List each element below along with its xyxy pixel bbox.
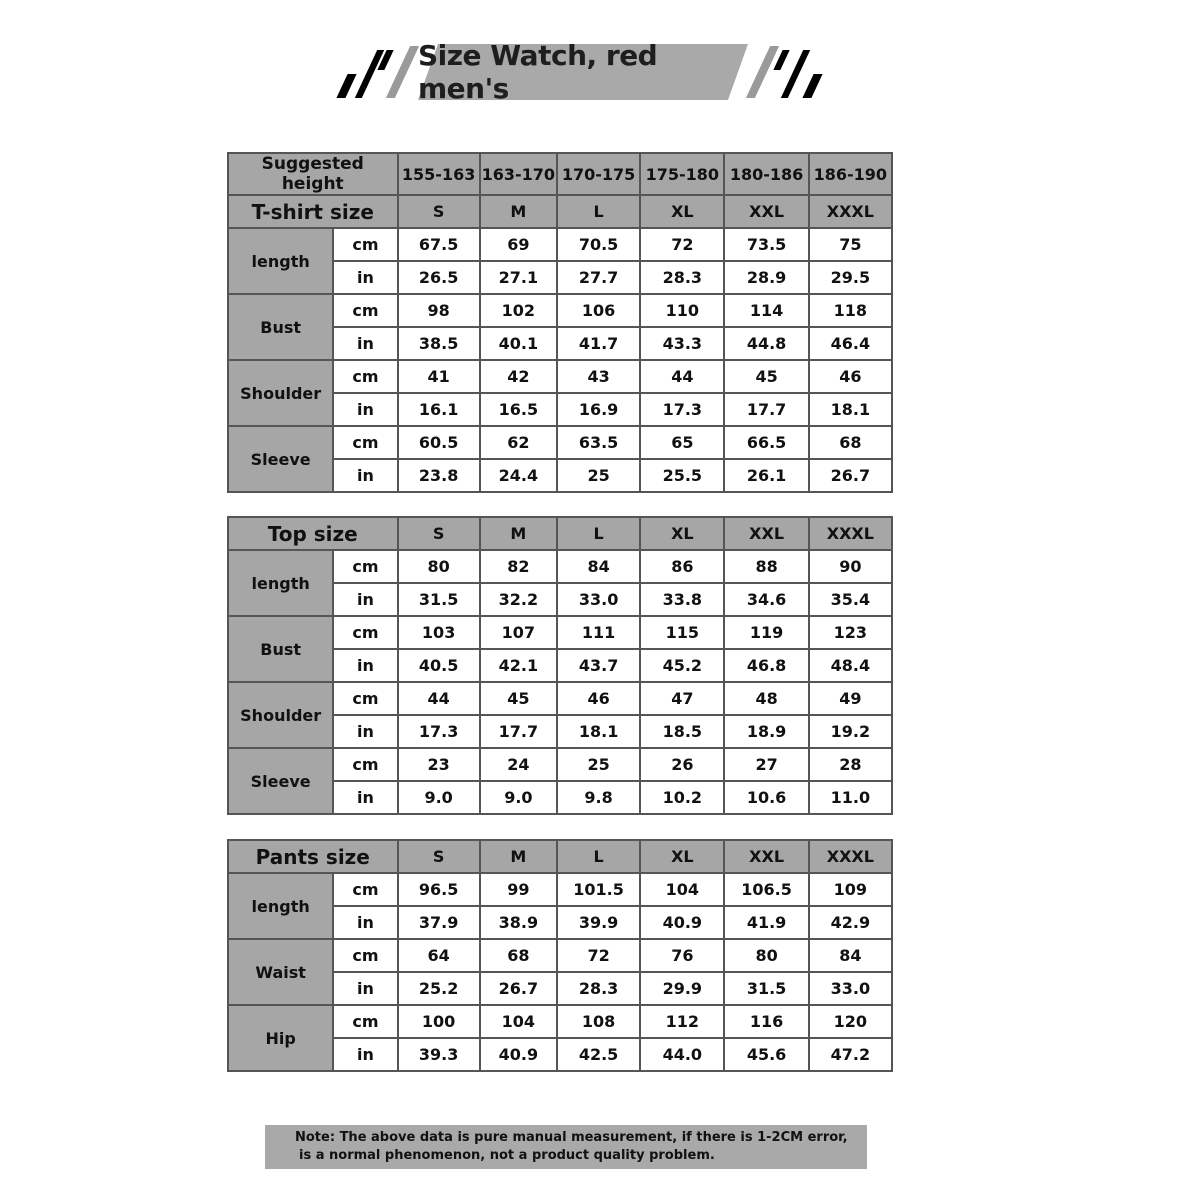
value-cell: 46 — [809, 360, 892, 393]
value-cell: 42.9 — [809, 906, 892, 939]
value-cell: 73.5 — [724, 228, 808, 261]
unit-label: in — [333, 649, 397, 682]
value-cell: 11.0 — [809, 781, 892, 814]
value-cell: 40.9 — [480, 1038, 557, 1071]
measurement-label: Bust — [228, 294, 333, 360]
value-cell: 69 — [480, 228, 557, 261]
value-cell: 31.5 — [724, 972, 808, 1005]
size-header: XXL — [724, 195, 808, 228]
size-header: L — [557, 517, 640, 550]
table-row — [228, 682, 892, 715]
value-cell: 72 — [640, 228, 724, 261]
value-cell: 40.1 — [480, 327, 557, 360]
value-cell: 31.5 — [398, 583, 480, 616]
unit-label: in — [333, 972, 397, 1005]
value-cell: 65 — [640, 426, 724, 459]
value-cell: 119 — [724, 616, 808, 649]
note-line: is a normal phenomenon, not a product quality problem. — [299, 1148, 715, 1163]
measurement-label: Shoulder — [228, 360, 333, 426]
table-row — [228, 360, 892, 393]
value-cell: 25 — [557, 748, 640, 781]
value-cell: 10.2 — [640, 781, 724, 814]
value-cell: 45 — [480, 682, 557, 715]
unit-label: cm — [333, 1005, 397, 1038]
pants-size-table — [227, 839, 893, 1072]
value-cell: 17.7 — [724, 393, 808, 426]
value-cell: 68 — [480, 939, 557, 972]
unit-label: cm — [333, 550, 397, 583]
size-header: XXL — [724, 517, 808, 550]
table-row — [228, 294, 892, 327]
value-cell: 38.5 — [398, 327, 480, 360]
value-cell: 120 — [809, 1005, 892, 1038]
value-cell: 29.5 — [809, 261, 892, 294]
measurement-label: length — [228, 228, 333, 294]
note-line: Note: The above data is pure manual measurement, if there is 1-2CM error, — [295, 1130, 848, 1145]
value-cell: 47.2 — [809, 1038, 892, 1071]
measurement-label: Bust — [228, 616, 333, 682]
value-cell: 33.0 — [809, 972, 892, 1005]
size-header: XXXL — [809, 517, 892, 550]
size-header: XXXL — [809, 195, 892, 228]
value-cell: 76 — [640, 939, 724, 972]
unit-label: cm — [333, 426, 397, 459]
value-cell: 41.9 — [724, 906, 808, 939]
value-cell: 84 — [809, 939, 892, 972]
unit-label: in — [333, 1038, 397, 1071]
unit-label: cm — [333, 294, 397, 327]
value-cell: 62 — [480, 426, 557, 459]
value-cell: 41 — [398, 360, 480, 393]
value-cell: 111 — [557, 616, 640, 649]
value-cell: 26.5 — [398, 261, 480, 294]
value-cell: 103 — [398, 616, 480, 649]
value-cell: 41.7 — [557, 327, 640, 360]
value-cell: 66.5 — [724, 426, 808, 459]
table-row — [228, 939, 892, 972]
value-cell: 44 — [398, 682, 480, 715]
table-row — [228, 550, 892, 583]
measurement-label: Sleeve — [228, 748, 333, 814]
value-cell: 90 — [809, 550, 892, 583]
height-range: 175-180 — [640, 153, 724, 195]
value-cell: 27.7 — [557, 261, 640, 294]
value-cell: 63.5 — [557, 426, 640, 459]
value-cell: 82 — [480, 550, 557, 583]
value-cell: 27.1 — [480, 261, 557, 294]
value-cell: 43 — [557, 360, 640, 393]
value-cell: 28 — [809, 748, 892, 781]
size-header: S — [398, 517, 480, 550]
value-cell: 43.3 — [640, 327, 724, 360]
value-cell: 67.5 — [398, 228, 480, 261]
value-cell: 18.9 — [724, 715, 808, 748]
value-cell: 28.9 — [724, 261, 808, 294]
value-cell: 80 — [398, 550, 480, 583]
value-cell: 18.5 — [640, 715, 724, 748]
size-header: XXXL — [809, 840, 892, 873]
value-cell: 23.8 — [398, 459, 480, 492]
value-cell: 112 — [640, 1005, 724, 1038]
unit-label: cm — [333, 228, 397, 261]
measurement-label: Hip — [228, 1005, 333, 1071]
value-cell: 19.2 — [809, 715, 892, 748]
top-size-table — [227, 516, 893, 815]
value-cell: 34.6 — [724, 583, 808, 616]
measurement-label: Sleeve — [228, 426, 333, 492]
value-cell: 110 — [640, 294, 724, 327]
unit-label: in — [333, 459, 397, 492]
table-header-row — [228, 195, 892, 228]
size-header: L — [557, 840, 640, 873]
unit-label: in — [333, 583, 397, 616]
title-banner — [330, 40, 830, 104]
value-cell: 35.4 — [809, 583, 892, 616]
table-row — [228, 616, 892, 649]
unit-label: cm — [333, 682, 397, 715]
value-cell: 39.3 — [398, 1038, 480, 1071]
value-cell: 17.3 — [398, 715, 480, 748]
value-cell: 116 — [724, 1005, 808, 1038]
value-cell: 109 — [809, 873, 892, 906]
value-cell: 64 — [398, 939, 480, 972]
value-cell: 68 — [809, 426, 892, 459]
value-cell: 102 — [480, 294, 557, 327]
value-cell: 42.5 — [557, 1038, 640, 1071]
value-cell: 45.2 — [640, 649, 724, 682]
value-cell: 46 — [557, 682, 640, 715]
value-cell: 84 — [557, 550, 640, 583]
value-cell: 27 — [724, 748, 808, 781]
value-cell: 43.7 — [557, 649, 640, 682]
disclaimer-note — [265, 1125, 867, 1169]
table-header-label: Pants size — [228, 840, 398, 873]
unit-label: in — [333, 715, 397, 748]
value-cell: 100 — [398, 1005, 480, 1038]
suggested-height-label: Suggested height — [228, 153, 398, 195]
value-cell: 48 — [724, 682, 808, 715]
measurement-label: Shoulder — [228, 682, 333, 748]
unit-label: cm — [333, 939, 397, 972]
value-cell: 37.9 — [398, 906, 480, 939]
value-cell: 17.7 — [480, 715, 557, 748]
value-cell: 72 — [557, 939, 640, 972]
table-row — [228, 1005, 892, 1038]
size-header: S — [398, 840, 480, 873]
stripe-decoration — [746, 46, 779, 98]
table-header-row — [228, 840, 892, 873]
value-cell: 29.9 — [640, 972, 724, 1005]
value-cell: 115 — [640, 616, 724, 649]
value-cell: 9.0 — [398, 781, 480, 814]
unit-label: cm — [333, 360, 397, 393]
value-cell: 49 — [809, 682, 892, 715]
value-cell: 44.0 — [640, 1038, 724, 1071]
value-cell: 104 — [640, 873, 724, 906]
value-cell: 60.5 — [398, 426, 480, 459]
value-cell: 18.1 — [809, 393, 892, 426]
value-cell: 26.1 — [724, 459, 808, 492]
value-cell: 47 — [640, 682, 724, 715]
value-cell: 44.8 — [724, 327, 808, 360]
stripe-decoration — [802, 74, 822, 98]
value-cell: 108 — [557, 1005, 640, 1038]
value-cell: 40.9 — [640, 906, 724, 939]
value-cell: 46.8 — [724, 649, 808, 682]
value-cell: 25 — [557, 459, 640, 492]
table-header-row — [228, 517, 892, 550]
value-cell: 101.5 — [557, 873, 640, 906]
tshirt-size-table — [227, 152, 893, 493]
size-header: L — [557, 195, 640, 228]
value-cell: 10.6 — [724, 781, 808, 814]
table-row — [228, 748, 892, 781]
value-cell: 48.4 — [809, 649, 892, 682]
height-range: 155-163 — [398, 153, 480, 195]
table-row — [228, 426, 892, 459]
unit-label: in — [333, 261, 397, 294]
value-cell: 106.5 — [724, 873, 808, 906]
value-cell: 86 — [640, 550, 724, 583]
measurement-label: length — [228, 550, 333, 616]
unit-label: cm — [333, 616, 397, 649]
height-range: 186-190 — [809, 153, 892, 195]
value-cell: 118 — [809, 294, 892, 327]
value-cell: 46.4 — [809, 327, 892, 360]
size-header: M — [480, 840, 557, 873]
value-cell: 33.8 — [640, 583, 724, 616]
value-cell: 44 — [640, 360, 724, 393]
measurement-label: Waist — [228, 939, 333, 1005]
unit-label: cm — [333, 748, 397, 781]
value-cell: 99 — [480, 873, 557, 906]
height-range: 163-170 — [480, 153, 557, 195]
value-cell: 123 — [809, 616, 892, 649]
value-cell: 104 — [480, 1005, 557, 1038]
height-range: 170-175 — [557, 153, 640, 195]
value-cell: 16.5 — [480, 393, 557, 426]
value-cell: 114 — [724, 294, 808, 327]
stripe-decoration — [355, 50, 384, 98]
value-cell: 96.5 — [398, 873, 480, 906]
value-cell: 70.5 — [557, 228, 640, 261]
value-cell: 28.3 — [557, 972, 640, 1005]
measurement-label: length — [228, 873, 333, 939]
value-cell: 28.3 — [640, 261, 724, 294]
value-cell: 26 — [640, 748, 724, 781]
value-cell: 106 — [557, 294, 640, 327]
table-header-label: Top size — [228, 517, 398, 550]
unit-label: in — [333, 781, 397, 814]
table-header-label: T-shirt size — [228, 195, 398, 228]
size-header: M — [480, 517, 557, 550]
suggested-height-row — [228, 153, 892, 195]
value-cell: 42 — [480, 360, 557, 393]
value-cell: 45.6 — [724, 1038, 808, 1071]
page-title: Size Watch, red men's — [418, 39, 658, 105]
value-cell: 16.9 — [557, 393, 640, 426]
unit-label: in — [333, 393, 397, 426]
value-cell: 24 — [480, 748, 557, 781]
value-cell: 9.0 — [480, 781, 557, 814]
value-cell: 16.1 — [398, 393, 480, 426]
value-cell: 18.1 — [557, 715, 640, 748]
size-header: XL — [640, 195, 724, 228]
value-cell: 39.9 — [557, 906, 640, 939]
table-row — [228, 228, 892, 261]
value-cell: 17.3 — [640, 393, 724, 426]
value-cell: 98 — [398, 294, 480, 327]
unit-label: cm — [333, 873, 397, 906]
unit-label: in — [333, 906, 397, 939]
height-range: 180-186 — [724, 153, 808, 195]
size-header: S — [398, 195, 480, 228]
value-cell: 88 — [724, 550, 808, 583]
value-cell: 75 — [809, 228, 892, 261]
size-header: M — [480, 195, 557, 228]
value-cell: 23 — [398, 748, 480, 781]
size-header: XXL — [724, 840, 808, 873]
size-header: XL — [640, 517, 724, 550]
value-cell: 26.7 — [809, 459, 892, 492]
stripe-decoration — [336, 74, 356, 98]
value-cell: 26.7 — [480, 972, 557, 1005]
value-cell: 107 — [480, 616, 557, 649]
value-cell: 24.4 — [480, 459, 557, 492]
value-cell: 45 — [724, 360, 808, 393]
table-row — [228, 873, 892, 906]
size-header: XL — [640, 840, 724, 873]
value-cell: 80 — [724, 939, 808, 972]
unit-label: in — [333, 327, 397, 360]
value-cell: 42.1 — [480, 649, 557, 682]
value-cell: 25.5 — [640, 459, 724, 492]
value-cell: 40.5 — [398, 649, 480, 682]
value-cell: 9.8 — [557, 781, 640, 814]
value-cell: 32.2 — [480, 583, 557, 616]
value-cell: 38.9 — [480, 906, 557, 939]
value-cell: 25.2 — [398, 972, 480, 1005]
value-cell: 33.0 — [557, 583, 640, 616]
